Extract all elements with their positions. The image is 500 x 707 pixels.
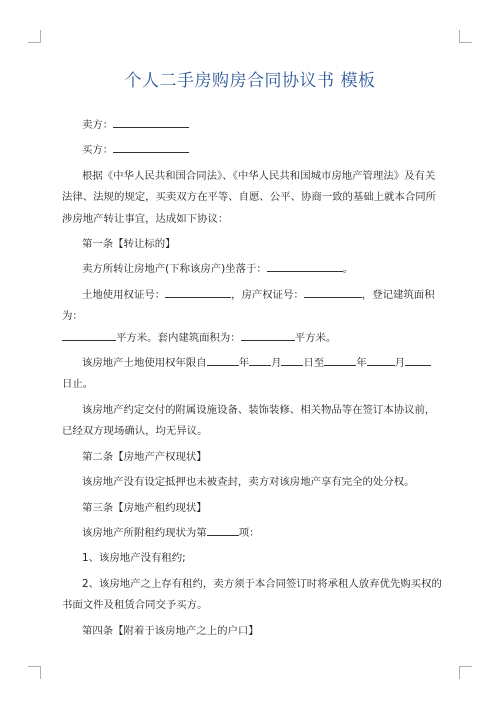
- article-1-heading: 第一条【转让标的】: [82, 238, 176, 251]
- month-label: 月: [271, 357, 282, 370]
- area-label: ，登记建筑面积为：: [62, 288, 435, 323]
- article-1-term: [62, 353, 442, 396]
- article-2-heading: 第二条【房地产产权现状】: [82, 450, 207, 463]
- document-body: [62, 115, 442, 642]
- crop-mark-bottom-left: [28, 666, 41, 679]
- property-cert-blank[interactable]: [304, 286, 362, 298]
- article-1-fixtures: 该房地产约定交付的附属设施设备、装饰装修、相关物品等在签订本协议前，已经双方现场确认，均无异议。: [62, 403, 436, 438]
- term-end: 日止。: [62, 378, 94, 391]
- article-3-heading: 第三条【房地产租约现状】: [82, 501, 207, 514]
- land-cert-blank[interactable]: [165, 286, 231, 298]
- inner-area-blank[interactable]: [241, 329, 295, 341]
- end-month-blank[interactable]: [367, 354, 395, 366]
- document-title: 个人二手房购房合同协议书 模板: [124, 71, 376, 91]
- land-cert-label: 土地使用权证号：: [82, 288, 166, 301]
- crop-mark-top-right: [459, 30, 472, 43]
- article-3-item-2: 2、该房地产之上存有租约，卖方须于本合同签订时将承租人放弃优先购买权的书面文件及租赁合同交予买方。: [62, 577, 442, 612]
- start-month-blank[interactable]: [249, 354, 271, 366]
- crop-mark-bottom-right: [459, 666, 472, 679]
- seller-label: 卖方：: [82, 119, 114, 131]
- area-blank[interactable]: [62, 329, 116, 341]
- year-label: 年: [238, 357, 250, 370]
- article-4-heading: 第四条【附着于该房地产之上的户口】: [82, 624, 259, 637]
- start-day-blank[interactable]: [281, 354, 303, 366]
- buyer-line: [62, 140, 442, 161]
- inner-area-unit: 平方米。: [294, 331, 337, 344]
- end-year-blank[interactable]: [324, 354, 356, 366]
- seller-line: [62, 115, 442, 136]
- lease-item-blank[interactable]: [207, 524, 239, 536]
- seller-blank[interactable]: [113, 116, 189, 128]
- crop-mark-top-left: [28, 30, 41, 43]
- buyer-blank[interactable]: [113, 141, 189, 153]
- location-end: 。: [342, 263, 354, 276]
- location-label: 卖方所转让房地产(下称该房产)坐落于：: [82, 263, 267, 276]
- inner-area-label: 平方米。套内建筑面积为：: [116, 331, 241, 344]
- start-year-blank[interactable]: [207, 354, 239, 366]
- to-label: 日至: [303, 357, 325, 370]
- term-label: 该房地产土地使用权年限自: [82, 357, 207, 370]
- lease-item-end: 项：: [238, 526, 260, 539]
- lease-status-label: 该房地产所附租约现状为第: [82, 526, 207, 539]
- article-3-item-1: 1、该房地产没有租约;: [82, 552, 186, 565]
- article-3-text: [62, 523, 442, 544]
- article-1-certificates: [62, 285, 442, 349]
- article-2-text: 该房地产没有设定抵押也未被查封，卖方对该房地产享有完全的处分权。: [82, 476, 415, 489]
- intro-paragraph: 根据《中华人民共和国合同法》、《中华人民共和国城市房地产管理法》及有关法律、法规的规定，买卖双方在平等、自愿、公平、协商一致的基础上就本合同所涉房地产转让事宜，达成如下协议：: [62, 169, 437, 225]
- end-day-blank[interactable]: [405, 354, 431, 366]
- location-blank[interactable]: [267, 260, 343, 272]
- month-label-2: 月: [394, 357, 406, 370]
- article-1-location: [62, 259, 442, 280]
- property-cert-label: ，房产权证号：: [231, 288, 304, 301]
- buyer-label: 买方：: [82, 144, 114, 157]
- year-label-2: 年: [356, 357, 367, 370]
